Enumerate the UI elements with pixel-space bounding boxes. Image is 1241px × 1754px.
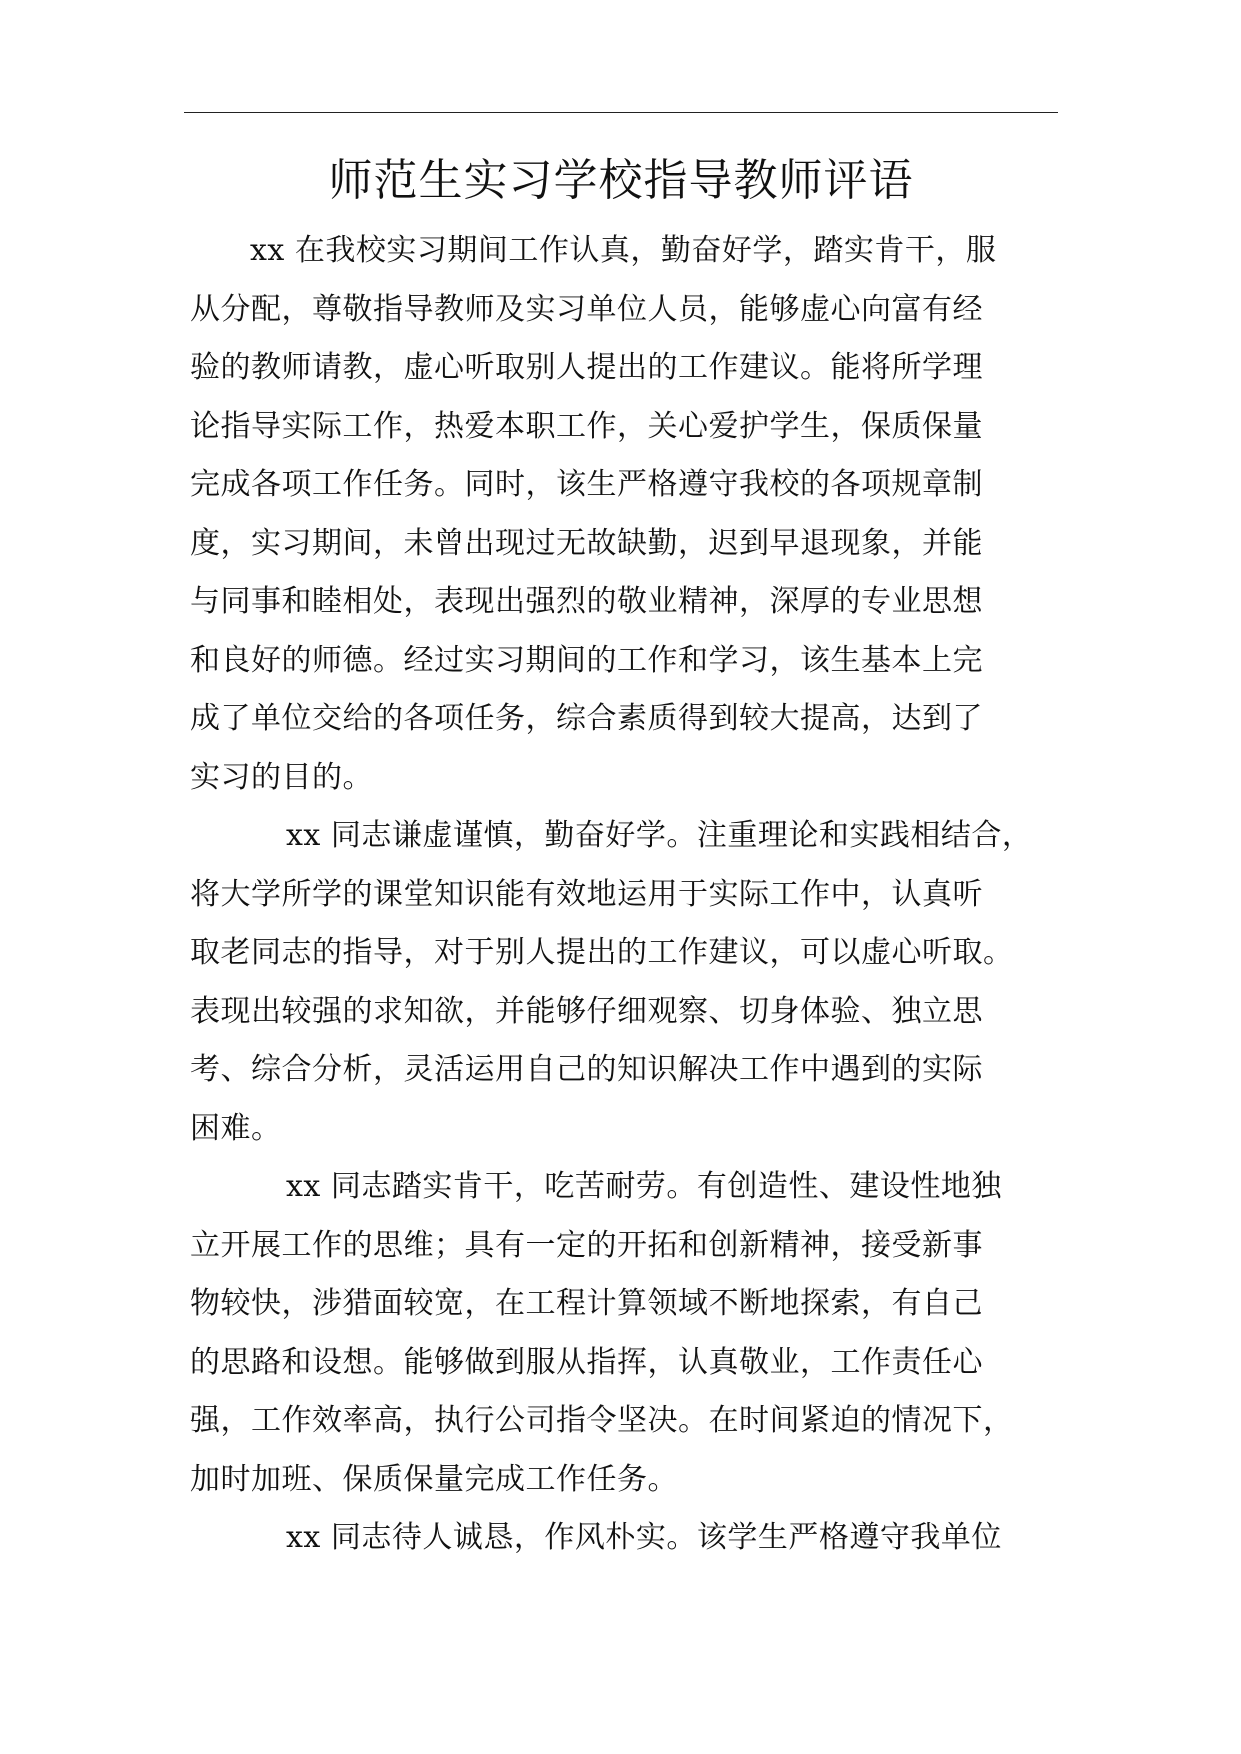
text-line: 将大学所学的课堂知识能有效地运用于实际工作中，认真听 — [190, 876, 983, 912]
text-line: 取老同志的指导，对于别人提出的工作建议，可以虚心听取。 — [190, 935, 1014, 970]
text-line: 实习的目的。 — [190, 759, 373, 795]
text-line: 成了单位交给的各项任务，综合素质得到较大提高，达到了 — [190, 701, 983, 736]
document-title: 师范生实习学校指导教师评语 — [328, 155, 914, 206]
document-body — [190, 222, 1070, 1568]
text-line: 加时加班、保质保量完成工作任务。 — [190, 1461, 678, 1497]
text-line: 表现出较强的求知欲，并能够仔细观察、切身体验、独立思 — [190, 993, 983, 1029]
text-line: 的思路和设想。能够做到服从指挥，认真敬业，工作责任心 — [190, 1344, 983, 1380]
text-line: xx 在我校实习期间工作认真，勤奋好学，踏实肯干，服 — [250, 233, 997, 268]
text-line: 从分配，尊敬指导教师及实习单位人员，能够虚心向富有经 — [190, 291, 983, 327]
text-line: xx 同志谦虚谨慎，勤奋好学。注重理论和实践相结合， — [286, 818, 1033, 853]
text-line: 物较快，涉猎面较宽，在工程计算领域不断地探索，有自己 — [190, 1286, 983, 1321]
text-line: 论指导实际工作，热爱本职工作，关心爱护学生，保质保量 — [190, 408, 983, 444]
text-line: 验的教师请教，虚心听取别人提出的工作建议。能将所学理 — [190, 350, 983, 385]
text-line: 和良好的师德。经过实习期间的工作和学习，该生基本上完 — [190, 642, 983, 678]
text-line: 考、综合分析，灵活运用自己的知识解决工作中遇到的实际 — [190, 1052, 983, 1087]
text-line: 困难。 — [190, 1110, 282, 1146]
text-line: xx 同志待人诚恳，作风朴实。该学生严格遵守我单位 — [286, 1520, 1002, 1555]
text-line: 与同事和睦相处，表现出强烈的敬业精神，深厚的专业思想 — [190, 584, 983, 619]
header-rule — [184, 112, 1058, 113]
text-line: 完成各项工作任务。同时，该生严格遵守我校的各项规章制 — [190, 467, 983, 502]
text-line: 度，实习期间，未曾出现过无故缺勤，迟到早退现象，并能 — [190, 525, 983, 561]
text-line: xx 同志踏实肯干，吃苦耐劳。有创造性、建设性地独 — [286, 1169, 1002, 1204]
text-line: 强，工作效率高，执行公司指令坚决。在时间紧迫的情况下， — [190, 1403, 1014, 1438]
text-line: 立开展工作的思维；具有一定的开拓和创新精神，接受新事 — [190, 1227, 983, 1263]
